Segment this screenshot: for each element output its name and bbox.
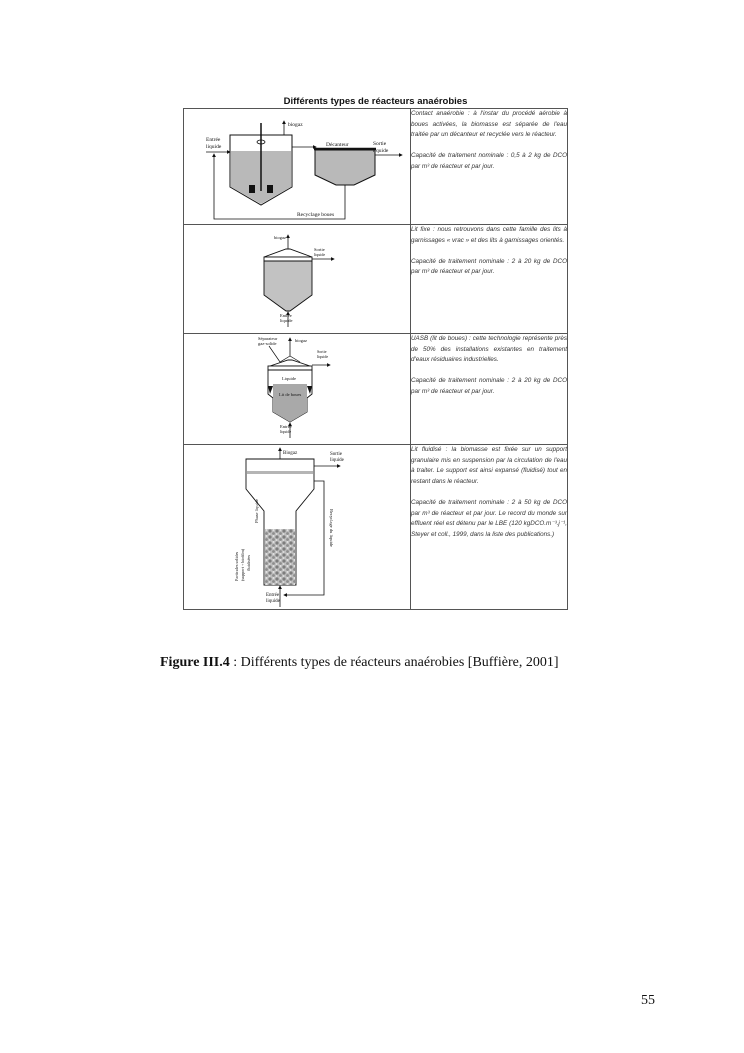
figure-caption xyxy=(160,655,559,671)
diagram-cell xyxy=(184,109,411,225)
diagram-cell xyxy=(184,225,411,334)
liquid-label: Liquide xyxy=(282,376,296,381)
diagram-cell xyxy=(184,334,411,445)
liquid-phase-label: Phase liquide xyxy=(254,498,259,523)
particles-label: Particules solides xyxy=(234,551,239,581)
outlet-label: liquide xyxy=(314,252,326,257)
outlet-label: Sortie xyxy=(373,141,387,147)
table-row xyxy=(184,225,568,334)
recycle-label: Recyclage boues xyxy=(297,212,335,218)
biogas-label: biogaz xyxy=(274,235,286,240)
inlet-label: Entrée xyxy=(280,424,292,429)
fluidized-bed-diagram xyxy=(184,445,410,609)
uasb-diagram xyxy=(184,334,410,444)
reactor-description: UASB (lit de boues) : cette technologie représente près de 50% des installations existantes en traitement d'eaux résiduaires industrielles. xyxy=(411,335,567,364)
reactor-description: Lit fluidisé : la biomasse est fixée sur un support granulaire mis en suspension par la circulation de l'eau à traiter. Le support est ainsi expansé (fluidisé) tout en restant dans le réacteur. xyxy=(411,446,567,485)
table-row xyxy=(184,334,568,445)
inlet-label: liquide xyxy=(206,144,222,150)
separator-label: Séparateur xyxy=(258,336,278,341)
outlet-label: liquide xyxy=(373,148,389,154)
reactor-table xyxy=(183,108,568,610)
outlet-label: Sortie xyxy=(314,247,325,252)
separator-label: gaz-solide xyxy=(258,341,277,346)
inlet-label: liquide xyxy=(280,429,292,434)
particles-label: fluidisées xyxy=(246,554,251,571)
figure-title: Différents types de réacteurs anaérobies xyxy=(283,96,468,107)
reactor-capacity: Capacité de traitement nominale : 0,5 à 2 kg de DCO par m³ de réacteur et par jour. xyxy=(411,152,567,170)
reactor-capacity: Capacité de traitement nominale : 2 à 20 kg de DCO par m³ de réacteur et par jour. xyxy=(411,377,567,395)
particles-label: (support + biofilm) xyxy=(240,548,245,581)
contact-reactor-diagram xyxy=(184,109,410,224)
decanter-label: Décanteur xyxy=(326,142,349,148)
reactor-description: Contact anaérobie : à l'instar du procédé aérobie à boues activées, la biomasse est séparée de l'eau traitée par un décanteur et recyclée vers le réacteur. xyxy=(411,110,567,139)
description-cell xyxy=(411,109,568,225)
reactor-capacity: Capacité de traitement nominale : 2 à 20 kg de DCO par m³ de réacteur et par jour. xyxy=(411,257,567,276)
page-number: 55 xyxy=(641,993,655,1008)
outlet-label: liquide xyxy=(330,458,344,463)
inlet-label: liquide xyxy=(280,318,293,323)
diagram-cell xyxy=(184,445,411,610)
inlet-label: Entrée xyxy=(266,593,280,598)
inlet-label: Entrée xyxy=(206,137,221,143)
biogas-label: biogaz xyxy=(288,122,303,128)
biogas-label: biogaz xyxy=(295,338,307,343)
fixed-bed-diagram xyxy=(184,225,410,333)
reactor-description: Lit fixe : nous retrouvons dans cette famille des lits à garnissages « vrac » et des lits à garnissages orientés. xyxy=(411,226,567,244)
reactor-capacity: Capacité de traitement nominale : 2 à 50 kg de DCO par m³ de réacteur et par jour. Le record du monde sur effluent réel est détenu par le LBE (120 kgDCO.m⁻³.j⁻¹, Steyer et coll., 1999, dans la liste des publications.) xyxy=(411,498,567,538)
description-cell xyxy=(411,334,568,445)
recycle-label: Recyclage du liquide xyxy=(329,509,334,547)
outlet-label: liquide xyxy=(317,354,329,359)
inlet-label: Entrée xyxy=(280,313,292,318)
outlet-label: Sortie xyxy=(330,452,342,457)
sludge-bed-label: Lit de boues xyxy=(279,392,302,397)
description-cell xyxy=(411,225,568,334)
table-row xyxy=(184,445,568,610)
description-cell xyxy=(411,445,568,610)
inlet-label: liquide xyxy=(266,599,280,604)
table-row xyxy=(184,109,568,225)
caption-text: : Différents types de réacteurs anaérobies [Buffière, 2001] xyxy=(229,655,559,670)
biogas-label: Biogaz xyxy=(283,451,298,456)
caption-label: Figure III.4 xyxy=(160,655,230,670)
outlet-label: Sortie xyxy=(317,349,327,354)
